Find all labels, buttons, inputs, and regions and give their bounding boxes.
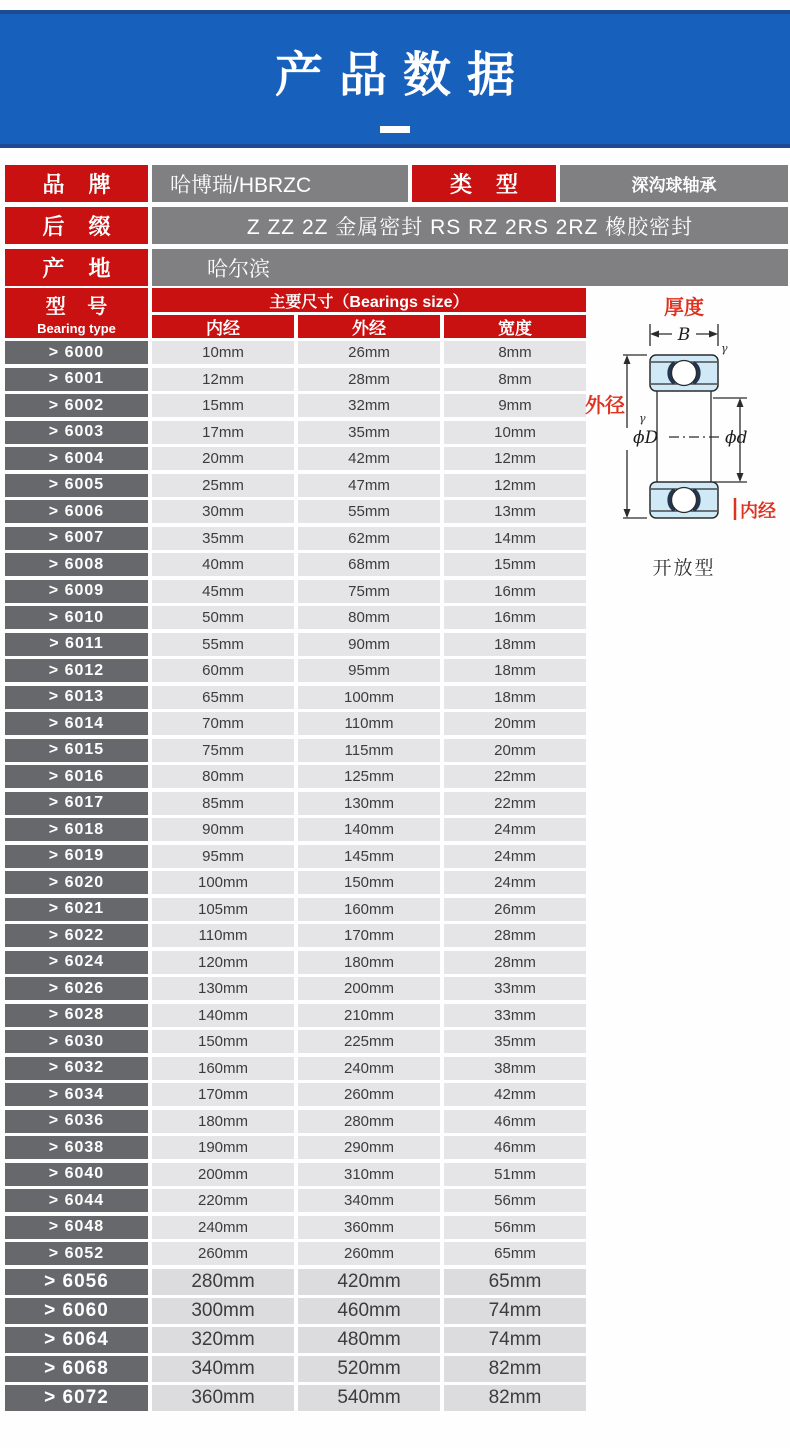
inner-cell: 90mm: [152, 818, 294, 841]
inner-cell: 240mm: [152, 1216, 294, 1239]
outer-cell: 26mm: [298, 341, 440, 364]
title-banner: [0, 10, 790, 148]
table-row: [5, 474, 586, 497]
outer-cell: 62mm: [298, 527, 440, 550]
inner-cell: 120mm: [152, 951, 294, 974]
model-cell: > 6024: [5, 951, 148, 974]
model-cell: > 6007: [5, 527, 148, 550]
model-cell: > 6060: [5, 1298, 148, 1324]
phi-d-lower-label: ϕd: [725, 428, 748, 448]
model-cell: > 6018: [5, 818, 148, 841]
width-cell: 74mm: [444, 1298, 586, 1324]
width-cell: 33mm: [444, 1004, 586, 1027]
bearing-diagram: [585, 288, 790, 588]
width-cell: 42mm: [444, 1083, 586, 1106]
size-subheaders: [152, 315, 586, 338]
width-cell: 22mm: [444, 792, 586, 815]
outer-cell: 170mm: [298, 924, 440, 947]
outer-cell: 540mm: [298, 1385, 440, 1411]
bearing-rows: [5, 341, 586, 1414]
width-cell: 26mm: [444, 898, 586, 921]
outer-cell: 420mm: [298, 1269, 440, 1295]
od-arrow-top: [624, 355, 631, 364]
table-row: [5, 527, 586, 550]
table-row: [5, 1083, 586, 1106]
inner-cell: 15mm: [152, 394, 294, 417]
outer-cell: 150mm: [298, 871, 440, 894]
width-cell: 18mm: [444, 686, 586, 709]
inner-cell: 170mm: [152, 1083, 294, 1106]
inner-cell: 85mm: [152, 792, 294, 815]
od-arrow-bottom: [624, 509, 631, 518]
inner-diameter-label: 内经: [740, 501, 776, 521]
table-row: [5, 1269, 586, 1295]
inner-cell: 40mm: [152, 553, 294, 576]
model-cell: > 6001: [5, 368, 148, 391]
outer-cell: 360mm: [298, 1216, 440, 1239]
outer-cell: 200mm: [298, 977, 440, 1000]
table-row: [5, 845, 586, 868]
outer-cell: 55mm: [298, 500, 440, 523]
table-row: [5, 606, 586, 629]
width-cell: 9mm: [444, 394, 586, 417]
brand-label: 品 牌: [5, 165, 148, 202]
table-row: [5, 633, 586, 656]
outer-cell: 32mm: [298, 394, 440, 417]
inner-cell: 105mm: [152, 898, 294, 921]
top-ball: [672, 361, 697, 386]
origin-value: 哈尔滨: [152, 249, 788, 286]
model-cell: > 6040: [5, 1163, 148, 1186]
outer-cell: 95mm: [298, 659, 440, 682]
brand-value: 哈博瑞/HBRZC: [152, 165, 408, 202]
inner-cell: 140mm: [152, 1004, 294, 1027]
width-cell: 38mm: [444, 1057, 586, 1080]
inner-cell: 220mm: [152, 1189, 294, 1212]
table-row: [5, 1030, 586, 1053]
table-row: [5, 500, 586, 523]
table-row: [5, 977, 586, 1000]
inner-cell: 45mm: [152, 580, 294, 603]
inner-cell: 60mm: [152, 659, 294, 682]
model-cell: > 6009: [5, 580, 148, 603]
model-cell: > 6022: [5, 924, 148, 947]
inner-cell: 12mm: [152, 368, 294, 391]
outer-cell: 210mm: [298, 1004, 440, 1027]
model-cell: > 6036: [5, 1110, 148, 1133]
model-cell: > 6016: [5, 765, 148, 788]
model-column-header: [5, 288, 148, 338]
origin-label: 产 地: [5, 249, 148, 286]
id-arrow-top: [737, 398, 744, 407]
outer-cell: 260mm: [298, 1083, 440, 1106]
table-row: [5, 1136, 586, 1159]
model-cell: > 6030: [5, 1030, 148, 1053]
width-cell: 28mm: [444, 951, 586, 974]
model-cell: > 6014: [5, 712, 148, 735]
outer-cell: 290mm: [298, 1136, 440, 1159]
width-cell: 20mm: [444, 739, 586, 762]
inner-cell: 190mm: [152, 1136, 294, 1159]
gamma-left-icon: γ: [639, 412, 646, 425]
model-cell: > 6002: [5, 394, 148, 417]
size-header-band: 主要尺寸（Bearings size）: [152, 288, 586, 312]
outer-cell: 280mm: [298, 1110, 440, 1133]
width-cell: 18mm: [444, 633, 586, 656]
table-row: [5, 712, 586, 735]
table-row: [5, 1385, 586, 1411]
outer-cell: 260mm: [298, 1242, 440, 1265]
width-cell: 56mm: [444, 1216, 586, 1239]
title-underline-dash: [380, 126, 410, 133]
inner-cell: 320mm: [152, 1327, 294, 1353]
model-cell: > 6000: [5, 341, 148, 364]
width-header: 宽度: [444, 315, 586, 338]
phi-d-upper-label: ϕD: [633, 428, 659, 448]
table-row: [5, 1004, 586, 1027]
table-row: [5, 421, 586, 444]
table-row: [5, 553, 586, 576]
table-row: [5, 898, 586, 921]
width-cell: 8mm: [444, 341, 586, 364]
outer-cell: 35mm: [298, 421, 440, 444]
outer-cell: 520mm: [298, 1356, 440, 1382]
width-cell: 65mm: [444, 1269, 586, 1295]
model-header-cn: 型 号: [45, 296, 116, 318]
inner-cell: 130mm: [152, 977, 294, 1000]
outer-cell: 140mm: [298, 818, 440, 841]
type-label: 类 型: [412, 165, 556, 202]
outer-cell: 125mm: [298, 765, 440, 788]
model-cell: > 6020: [5, 871, 148, 894]
inner-cell: 150mm: [152, 1030, 294, 1053]
width-cell: 14mm: [444, 527, 586, 550]
inner-cell: 360mm: [152, 1385, 294, 1411]
width-cell: 28mm: [444, 924, 586, 947]
width-cell: 82mm: [444, 1385, 586, 1411]
width-cell: 65mm: [444, 1242, 586, 1265]
model-cell: > 6044: [5, 1189, 148, 1212]
inner-diameter-header: 内经: [152, 315, 294, 338]
inner-cell: 17mm: [152, 421, 294, 444]
inner-cell: 70mm: [152, 712, 294, 735]
outer-cell: 42mm: [298, 447, 440, 470]
inner-cell: 110mm: [152, 924, 294, 947]
model-cell: > 6028: [5, 1004, 148, 1027]
table-row: [5, 394, 586, 417]
table-row: [5, 447, 586, 470]
width-cell: 12mm: [444, 447, 586, 470]
outer-cell: 130mm: [298, 792, 440, 815]
width-cell: 20mm: [444, 712, 586, 735]
table-row: [5, 924, 586, 947]
model-cell: > 6072: [5, 1385, 148, 1411]
table-row: [5, 659, 586, 682]
outer-cell: 75mm: [298, 580, 440, 603]
width-cell: 82mm: [444, 1356, 586, 1382]
model-cell: > 6056: [5, 1269, 148, 1295]
type-value: 深沟球轴承: [560, 165, 788, 202]
width-cell: 33mm: [444, 977, 586, 1000]
table-row: [5, 1057, 586, 1080]
model-cell: > 6010: [5, 606, 148, 629]
b-arrow-left: [650, 331, 659, 338]
inner-cell: 80mm: [152, 765, 294, 788]
outer-cell: 310mm: [298, 1163, 440, 1186]
model-cell: > 6068: [5, 1356, 148, 1382]
table-row: [5, 871, 586, 894]
inner-cell: 55mm: [152, 633, 294, 656]
width-cell: 16mm: [444, 606, 586, 629]
table-row: [5, 739, 586, 762]
outer-cell: 145mm: [298, 845, 440, 868]
inner-cell: 200mm: [152, 1163, 294, 1186]
table-row: [5, 368, 586, 391]
outer-cell: 47mm: [298, 474, 440, 497]
table-row: [5, 1216, 586, 1239]
model-cell: > 6019: [5, 845, 148, 868]
width-cell: 46mm: [444, 1136, 586, 1159]
diagram-caption: 开放型: [652, 558, 716, 579]
model-cell: > 6017: [5, 792, 148, 815]
origin-row: [5, 249, 788, 286]
table-row: [5, 1189, 586, 1212]
inner-cell: 340mm: [152, 1356, 294, 1382]
table-row: [5, 1298, 586, 1324]
outer-cell: 160mm: [298, 898, 440, 921]
outer-cell: 80mm: [298, 606, 440, 629]
inner-cell: 30mm: [152, 500, 294, 523]
width-cell: 24mm: [444, 818, 586, 841]
width-cell: 56mm: [444, 1189, 586, 1212]
width-cell: 15mm: [444, 553, 586, 576]
model-cell: > 6003: [5, 421, 148, 444]
width-cell: 22mm: [444, 765, 586, 788]
inner-cell: 65mm: [152, 686, 294, 709]
b-arrow-right: [709, 331, 718, 338]
model-cell: > 6012: [5, 659, 148, 682]
inner-cell: 260mm: [152, 1242, 294, 1265]
page-title: 产品数据: [274, 49, 531, 102]
table-row: [5, 341, 586, 364]
outer-cell: 180mm: [298, 951, 440, 974]
outer-cell: 480mm: [298, 1327, 440, 1353]
table-row: [5, 686, 586, 709]
outer-cell: 110mm: [298, 712, 440, 735]
model-cell: > 6005: [5, 474, 148, 497]
model-cell: > 6034: [5, 1083, 148, 1106]
width-cell: 12mm: [444, 474, 586, 497]
outer-cell: 340mm: [298, 1189, 440, 1212]
table-row: [5, 1356, 586, 1382]
model-cell: > 6015: [5, 739, 148, 762]
outer-cell: 240mm: [298, 1057, 440, 1080]
bearing-diagram-svg: [585, 288, 790, 588]
inner-cell: 95mm: [152, 845, 294, 868]
id-arrow-bottom: [737, 473, 744, 482]
outer-cell: 90mm: [298, 633, 440, 656]
model-cell: > 6026: [5, 977, 148, 1000]
inner-cell: 300mm: [152, 1298, 294, 1324]
model-cell: > 6008: [5, 553, 148, 576]
model-cell: > 6038: [5, 1136, 148, 1159]
width-cell: 46mm: [444, 1110, 586, 1133]
outer-cell: 115mm: [298, 739, 440, 762]
width-cell: 24mm: [444, 871, 586, 894]
outer-diameter-label: 外径: [585, 395, 625, 417]
model-cell: > 6021: [5, 898, 148, 921]
inner-cell: 50mm: [152, 606, 294, 629]
inner-cell: 100mm: [152, 871, 294, 894]
model-cell: > 6064: [5, 1327, 148, 1353]
table-row: [5, 1242, 586, 1265]
model-header-en: Bearing type: [37, 321, 116, 336]
table-row: [5, 580, 586, 603]
model-cell: > 6013: [5, 686, 148, 709]
model-cell: > 6006: [5, 500, 148, 523]
model-cell: > 6011: [5, 633, 148, 656]
width-cell: 51mm: [444, 1163, 586, 1186]
width-cell: 24mm: [444, 845, 586, 868]
width-cell: 13mm: [444, 500, 586, 523]
inner-cell: 35mm: [152, 527, 294, 550]
suffix-label: 后 缀: [5, 207, 148, 244]
model-cell: > 6004: [5, 447, 148, 470]
table-row: [5, 1110, 586, 1133]
width-cell: 16mm: [444, 580, 586, 603]
inner-cell: 20mm: [152, 447, 294, 470]
table-row: [5, 1327, 586, 1353]
table-row: [5, 1163, 586, 1186]
width-cell: 35mm: [444, 1030, 586, 1053]
inner-cell: 25mm: [152, 474, 294, 497]
inner-cell: 10mm: [152, 341, 294, 364]
suffix-value: Z ZZ 2Z 金属密封 RS RZ 2RS 2RZ 橡胶密封: [152, 207, 788, 244]
size-column-header: [152, 288, 586, 338]
outer-cell: 100mm: [298, 686, 440, 709]
thickness-label: 厚度: [664, 297, 704, 319]
gamma-top-icon: γ: [721, 342, 728, 355]
table-header: [5, 288, 586, 338]
width-cell: 18mm: [444, 659, 586, 682]
brand-type-row: [5, 165, 788, 202]
inner-cell: 280mm: [152, 1269, 294, 1295]
inner-cell: 75mm: [152, 739, 294, 762]
outer-cell: 28mm: [298, 368, 440, 391]
width-cell: 74mm: [444, 1327, 586, 1353]
table-row: [5, 951, 586, 974]
table-row: [5, 818, 586, 841]
table-row: [5, 765, 586, 788]
bottom-ball: [672, 488, 697, 513]
inner-cell: 160mm: [152, 1057, 294, 1080]
inner-cell: 180mm: [152, 1110, 294, 1133]
outer-diameter-header: 外经: [298, 315, 440, 338]
suffix-row: [5, 207, 788, 244]
model-cell: > 6052: [5, 1242, 148, 1265]
width-cell: 8mm: [444, 368, 586, 391]
model-cell: > 6048: [5, 1216, 148, 1239]
outer-cell: 460mm: [298, 1298, 440, 1324]
model-cell: > 6032: [5, 1057, 148, 1080]
width-cell: 10mm: [444, 421, 586, 444]
table-row: [5, 792, 586, 815]
outer-cell: 68mm: [298, 553, 440, 576]
b-label: B: [677, 325, 691, 345]
outer-cell: 225mm: [298, 1030, 440, 1053]
